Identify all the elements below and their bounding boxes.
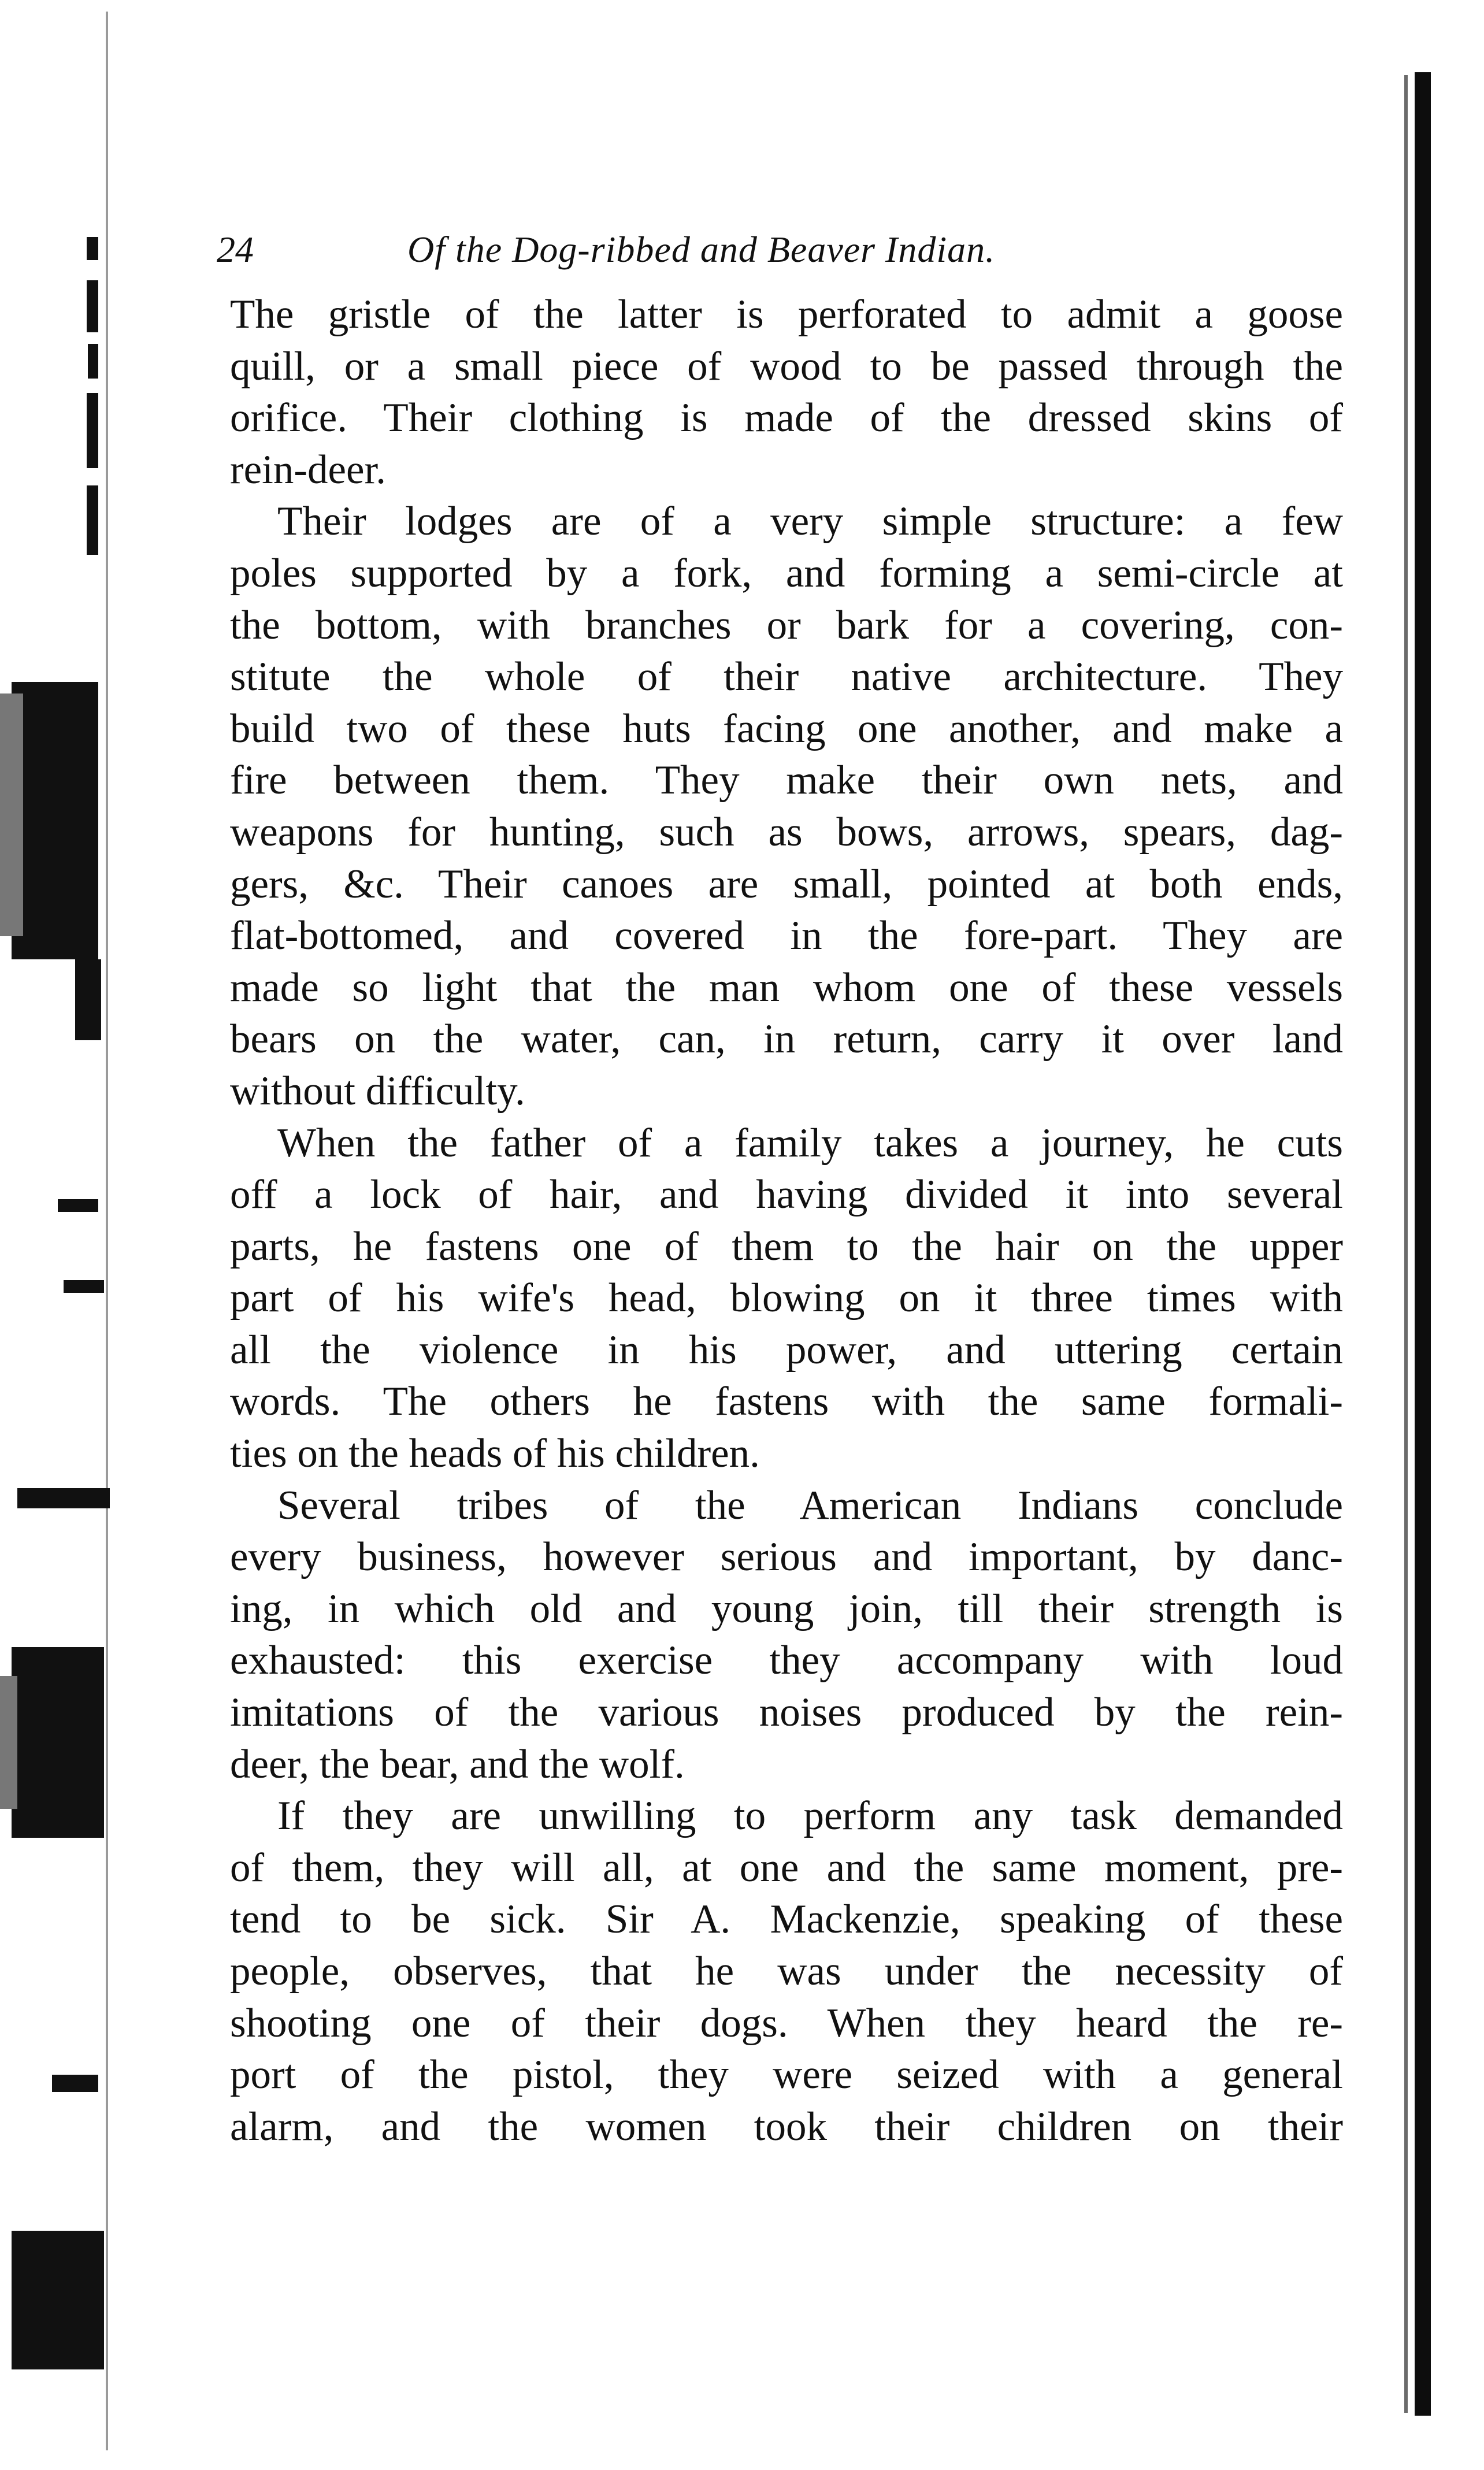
text-line: shooting one of their dogs. When they heard the re- — [230, 2000, 1343, 2046]
margin-blot — [12, 2231, 104, 2369]
text-line: every business, however serious and important, by danc- — [230, 1534, 1343, 1580]
right-edge-shadow — [1404, 75, 1408, 2413]
page-header — [217, 228, 1349, 280]
text-line: weapons for hunting, such as bows, arrows, spears, dag- — [230, 809, 1343, 855]
margin-blot — [75, 959, 101, 1040]
text-line: parts, he fastens one of them to the hair on the upper — [230, 1223, 1343, 1269]
margin-blot — [87, 237, 98, 260]
margin-blot — [58, 1199, 98, 1212]
margin-blot — [64, 1280, 104, 1293]
text-line: If they are unwilling to perform any task demanded — [277, 1793, 1343, 1839]
page-number: 24 — [217, 229, 254, 270]
text-line: Their lodges are of a very simple structure: a few — [277, 499, 1343, 544]
text-line: port of the pistol, they were seized with a general — [230, 2052, 1343, 2098]
text-line: alarm, and the women took their children on their — [230, 2104, 1343, 2149]
text-line: quill, or a small piece of wood to be passed through the — [230, 343, 1343, 389]
text-line: rein-deer. — [230, 447, 387, 492]
text-line: The gristle of the latter is perforated to admit a goose — [230, 292, 1343, 337]
text-line: build two of these huts facing one another, and make a — [230, 706, 1343, 751]
text-line: ties on the heads of his children. — [230, 1431, 760, 1477]
text-line: orifice. Their clothing is made of the dressed skins of — [230, 395, 1343, 441]
margin-blot — [52, 2075, 98, 2092]
margin-blot — [88, 344, 98, 379]
text-line: When the father of a family takes a journey, he cuts — [277, 1120, 1343, 1166]
margin-blot — [87, 393, 98, 468]
text-line: the bottom, with branches or bark for a covering, con- — [230, 602, 1343, 648]
margin-blot — [12, 1647, 104, 1838]
margin-blot — [87, 485, 98, 555]
text-line: fire between them. They make their own nets, and — [230, 758, 1343, 803]
margin-blot — [17, 1488, 110, 1508]
running-head: Of the Dog-ribbed and Beaver Indian. — [407, 229, 996, 270]
text-line: bears on the water, can, in return, carry it over land — [230, 1017, 1343, 1062]
margin-blot — [0, 1676, 17, 1809]
text-line: stitute the whole of their native architecture. They — [230, 654, 1343, 700]
text-line: words. The others he fastens with the same formali- — [230, 1379, 1343, 1425]
text-line: poles supported by a fork, and forming a semi-circle at — [230, 550, 1343, 596]
text-line: deer, the bear, and the wolf. — [230, 1741, 685, 1787]
text-line: of them, they will all, at one and the same moment, pre- — [230, 1845, 1343, 1890]
text-line: ing, in which old and young join, till their strength is — [230, 1586, 1343, 1631]
text-line: gers, &c. Their canoes are small, pointed at both ends, — [230, 861, 1343, 907]
text-line: Several tribes of the American Indians conclude — [277, 1482, 1343, 1528]
margin-blot — [12, 682, 98, 959]
text-line: without difficulty. — [230, 1068, 525, 1114]
margin-blot — [0, 693, 23, 936]
text-line: made so light that the man whom one of these vessels — [230, 965, 1343, 1010]
text-line: tend to be sick. Sir A. Mackenzie, speaking of these — [230, 1897, 1343, 1942]
text-line: imitations of the various noises produced by the rein- — [230, 1690, 1343, 1735]
body-text — [230, 289, 1343, 2153]
right-edge-bar — [1415, 72, 1431, 2416]
text-line: all the violence in his power, and uttering certain — [230, 1327, 1343, 1373]
text-line: exhausted: this exercise they accompany with loud — [230, 1638, 1343, 1683]
text-line: people, observes, that he was under the necessity of — [230, 1949, 1343, 1994]
text-line: part of his wife's head, blowing on it three times with — [230, 1275, 1343, 1321]
text-line: flat-bottomed, and covered in the fore-part. They are — [230, 913, 1343, 959]
margin-blot — [87, 280, 98, 332]
left-binding-rule — [106, 12, 108, 2450]
text-line: off a lock of hair, and having divided it into several — [230, 1172, 1343, 1218]
